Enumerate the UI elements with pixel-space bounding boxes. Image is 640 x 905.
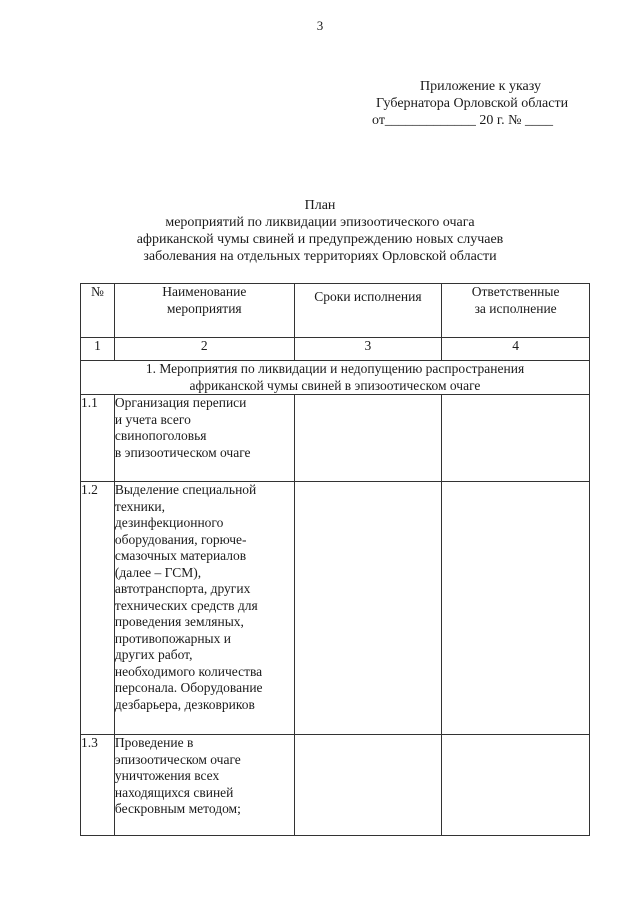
activity-line: техники, (114, 498, 165, 514)
row-number: 1.3 (81, 735, 115, 836)
activity-line: смазочных материалов (114, 548, 247, 563)
document-title (0, 197, 640, 265)
row-activity (114, 482, 294, 735)
annex-line-3: от_____________ 20 г. № ____ (372, 113, 553, 128)
row-activity (114, 735, 294, 836)
activity-line: других работ, (114, 647, 193, 662)
header-name-line-2: мероприятия (166, 300, 242, 316)
section-heading-line-2: африканской чумы свиней в эпизоотическом очаге (189, 377, 481, 393)
title-line-3: африканской чумы свиней и предупреждению новых случаев (136, 232, 504, 247)
title-line-1: План (304, 198, 336, 213)
row-number: 1.1 (81, 395, 115, 482)
column-number: 3 (294, 338, 442, 361)
activity-line: оборудования, горюче- (114, 531, 247, 547)
row-activity (114, 395, 294, 482)
row-term (294, 735, 442, 836)
section-heading-row (81, 361, 590, 395)
header-resp-line-1: Ответственные (471, 284, 560, 299)
header-responsible (442, 284, 590, 338)
annex-block (372, 78, 592, 129)
header-term: Сроки исполнения (294, 284, 442, 338)
activity-line: Проведение в (114, 735, 194, 750)
section-heading-line-1: 1. Мероприятия по ликвидации и недопущению распространения (145, 361, 525, 376)
column-number: 1 (81, 338, 115, 361)
table-row (81, 395, 590, 482)
activity-line: персонала. Оборудование (114, 680, 263, 695)
table-row (81, 735, 590, 836)
title-line-2: мероприятий по ликвидации эпизоотического очага (165, 215, 475, 230)
activity-line: эпизоотическом очаге (114, 751, 241, 767)
column-number-row (81, 338, 590, 361)
activity-line: противопожарных и (114, 630, 231, 646)
page-number: 3 (316, 18, 324, 33)
table-header-row (81, 284, 590, 338)
activity-line: (далее – ГСМ), (114, 564, 202, 580)
row-responsible (442, 482, 590, 735)
column-number: 4 (442, 338, 590, 361)
section-heading (81, 361, 590, 395)
header-name (114, 284, 294, 338)
table-row (81, 482, 590, 735)
activity-line: проведения земляных, (114, 614, 244, 629)
annex-line-1: Приложение к указу (420, 79, 541, 94)
activity-line: дезбарьера, дезковриков (114, 696, 255, 712)
activity-line: Выделение специальной (114, 482, 257, 497)
row-responsible (442, 395, 590, 482)
row-term (294, 395, 442, 482)
row-number: 1.2 (81, 482, 115, 735)
activity-line: технических средств для (114, 597, 258, 613)
plan-table (80, 283, 590, 836)
column-number: 2 (114, 338, 294, 361)
activity-line: дезинфекционного (114, 515, 224, 530)
activity-line: уничтожения всех (114, 768, 220, 783)
activity-line: в эпизоотическом очаге (114, 444, 251, 460)
row-term (294, 482, 442, 735)
header-number: № (81, 284, 115, 338)
activity-line: свинопоголовья (114, 428, 207, 443)
title-line-4: заболевания на отдельных территориях Орловской области (143, 249, 497, 264)
activity-line: Организация переписи (114, 395, 247, 410)
header-resp-line-2: за исполнение (474, 300, 557, 316)
header-name-line-1: Наименование (162, 284, 247, 299)
activity-line: необходимого количества (114, 663, 263, 679)
annex-line-2: Губернатора Орловской области (376, 96, 569, 111)
activity-line: автотранспорта, других (114, 581, 251, 596)
activity-line: бескровным методом; (114, 801, 241, 816)
activity-line: и учета всего (114, 411, 191, 427)
row-responsible (442, 735, 590, 836)
activity-line: находящихся свиней (114, 784, 234, 800)
